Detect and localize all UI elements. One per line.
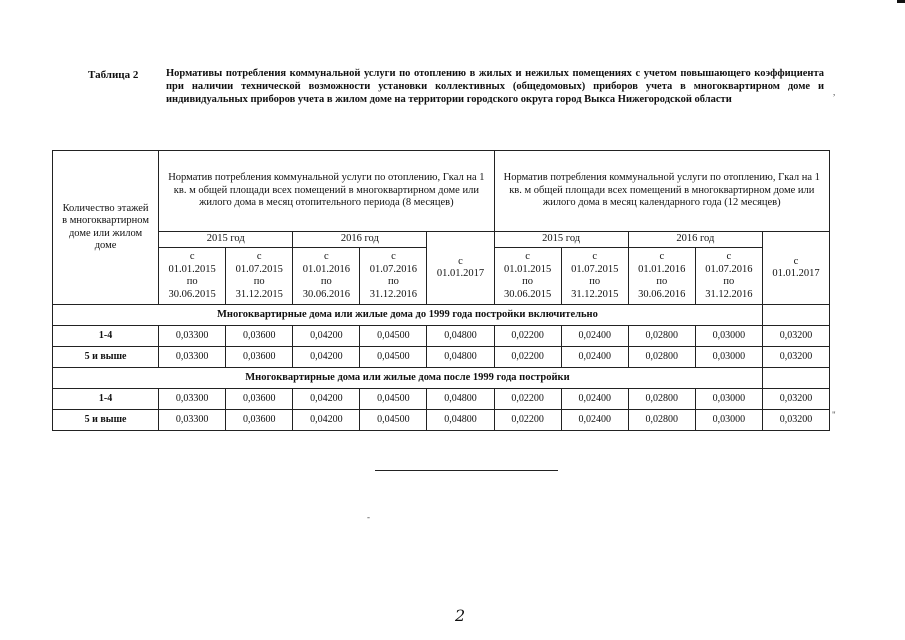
section-spacer-cell [762, 368, 829, 389]
section-header-row [53, 305, 830, 326]
period-prefix: с [323, 251, 329, 262]
period-prefix: с [726, 251, 732, 262]
value-cell: 0,02800 [628, 347, 695, 368]
year-2016-header: 2016 год [293, 232, 427, 248]
value-cell: 0,03000 [695, 389, 762, 410]
value-cell: 0,03600 [226, 389, 293, 410]
period-from: 01.07.2016 [369, 263, 418, 275]
value-cell: 0,02400 [561, 410, 628, 431]
value-cell: 0,03200 [762, 326, 829, 347]
period-until-word: по [253, 276, 265, 287]
value-cell: 0,03600 [226, 410, 293, 431]
period-to: 30.06.2016 [638, 288, 686, 300]
floors-cell: 1-4 [53, 389, 159, 410]
value-cell: 0,04200 [293, 410, 360, 431]
period-prefix: с [391, 251, 396, 262]
period-to: 31.12.2015 [235, 288, 283, 300]
table-row [53, 347, 830, 368]
scan-corner-mark [897, 0, 905, 3]
period-until-word: по [589, 276, 601, 287]
value-cell: 0,03200 [762, 347, 829, 368]
period-until-word: по [522, 276, 534, 287]
period-until-word: по [387, 276, 399, 287]
value-cell: 0,02200 [494, 326, 561, 347]
floors-cell: 5 и выше [53, 410, 159, 431]
value-cell: 0,03600 [226, 326, 293, 347]
period-from: 01.01.2016 [302, 263, 350, 275]
period-to: 31.12.2016 [705, 288, 753, 300]
period-from: 01.07.2016 [705, 263, 753, 275]
period-until-word: по [656, 276, 668, 287]
group-header-row [53, 151, 830, 232]
period-header [695, 248, 762, 305]
value-cell: 0,02400 [561, 389, 628, 410]
section-title-before-1999: Многоквартирные дома или жилые дома до 1999 года постройки включительно [53, 305, 763, 326]
value-cell: 0,02800 [628, 326, 695, 347]
period-header [360, 248, 427, 305]
period-prefix: с [189, 251, 195, 262]
year-2015-header: 2015 год [159, 232, 293, 248]
value-cell: 0,03600 [226, 347, 293, 368]
period-header [226, 248, 293, 305]
value-cell: 0,02800 [628, 389, 695, 410]
value-cell: 0,03000 [695, 326, 762, 347]
separator-line [375, 470, 558, 471]
period-until-word: по [186, 276, 198, 287]
value-cell: 0,03200 [762, 410, 829, 431]
table-row [53, 389, 830, 410]
period-header [561, 248, 628, 305]
floors-cell: 1-4 [53, 326, 159, 347]
value-cell: 0,02800 [628, 410, 695, 431]
scan-speck: , [833, 87, 836, 97]
period-from: 01.01.2017 [436, 268, 485, 279]
value-cell: 0,04200 [293, 326, 360, 347]
value-cell: 0,02200 [494, 389, 561, 410]
period-prefix: с [659, 251, 665, 262]
period-2017-header [427, 232, 494, 305]
period-to: 30.06.2015 [503, 288, 552, 300]
period-header [494, 248, 561, 305]
section-title-after-1999: Многоквартирные дома или жилые дома после 1999 года постройки [53, 368, 763, 389]
value-cell: 0,03300 [159, 347, 226, 368]
period-prefix: с [793, 255, 799, 267]
period-2017-header [762, 232, 829, 305]
value-cell: 0,02200 [494, 347, 561, 368]
value-cell: 0,04800 [427, 389, 494, 410]
period-to: 31.12.2015 [571, 288, 619, 300]
table-row [53, 410, 830, 431]
section-header-row [53, 368, 830, 389]
value-cell: 0,04200 [293, 389, 360, 410]
page-number: 2 [455, 606, 466, 625]
value-cell: 0,04500 [360, 326, 427, 347]
period-prefix: с [525, 251, 530, 262]
value-cell: 0,04500 [360, 410, 427, 431]
table-caption-label: Таблица 2 [88, 69, 139, 81]
value-cell: 0,04800 [427, 347, 494, 368]
year-2016-header: 2016 год [628, 232, 762, 248]
period-to: 30.06.2015 [168, 288, 216, 300]
value-cell: 0,04500 [360, 347, 427, 368]
value-cell: 0,03000 [695, 410, 762, 431]
value-cell: 0,03300 [159, 389, 226, 410]
table-caption-title: Нормативы потребления коммунальной услуги по отоплению в жилых и нежилых помещениях с учетом повышающего коэффициента при наличии технической возможности установки коллективных (общедомовых) приборов учета в многоквартирном доме и индивидуальных приборов учета в жилом доме на территории городского округа город Выкса Нижегородской области [166, 68, 824, 105]
period-header [159, 248, 226, 305]
value-cell: 0,03000 [695, 347, 762, 368]
period-until-word: по [320, 276, 332, 287]
value-cell: 0,03300 [159, 410, 226, 431]
period-from: 01.07.2015 [571, 263, 619, 275]
period-to: 31.12.2016 [369, 288, 418, 300]
period-from: 01.01.2015 [168, 263, 216, 275]
heating-norms-table [52, 150, 830, 431]
period-from: 01.01.2017 [772, 268, 820, 279]
period-from: 01.01.2016 [638, 263, 686, 275]
floors-cell: 5 и выше [53, 347, 159, 368]
value-cell: 0,04500 [360, 389, 427, 410]
section-spacer-cell [762, 305, 829, 326]
scan-speck: - [367, 512, 370, 522]
floors-column-header: Количество этажей в многоквартирном доме или жилом доме [53, 151, 159, 305]
value-cell: 0,04800 [427, 326, 494, 347]
value-cell: 0,03300 [159, 326, 226, 347]
period-header [293, 248, 360, 305]
year-header-row [53, 232, 830, 248]
value-cell: 0,02400 [561, 326, 628, 347]
period-prefix: с [256, 251, 262, 262]
year-2015-header: 2015 год [494, 232, 628, 248]
period-from: 01.07.2015 [235, 263, 283, 275]
value-cell: 0,04800 [427, 410, 494, 431]
period-to: 30.06.2016 [302, 288, 350, 300]
scan-quote-mark: " [832, 410, 836, 420]
period-from: 01.01.2015 [503, 263, 552, 275]
value-cell: 0,04200 [293, 347, 360, 368]
value-cell: 0,02400 [561, 347, 628, 368]
period-prefix: с [458, 255, 463, 267]
table-row [53, 326, 830, 347]
period-prefix: с [592, 251, 598, 262]
heating-period-group-header: Норматив потребления коммунальной услуги по отоплению, Гкал на 1 кв. м общей площади всех помещений в многоквартирном доме или жилого дома в месяц отопительного периода (8 месяцев) [159, 151, 494, 232]
value-cell: 0,02200 [494, 410, 561, 431]
period-header [628, 248, 695, 305]
period-until-word: по [723, 276, 735, 287]
value-cell: 0,03200 [762, 389, 829, 410]
calendar-year-group-header: Норматив потребления коммунальной услуги по отоплению, Гкал на 1 кв. м общей площади всех помещений в многоквартирном доме или жилого дома в месяц календарного года (12 месяцев) [494, 151, 829, 232]
